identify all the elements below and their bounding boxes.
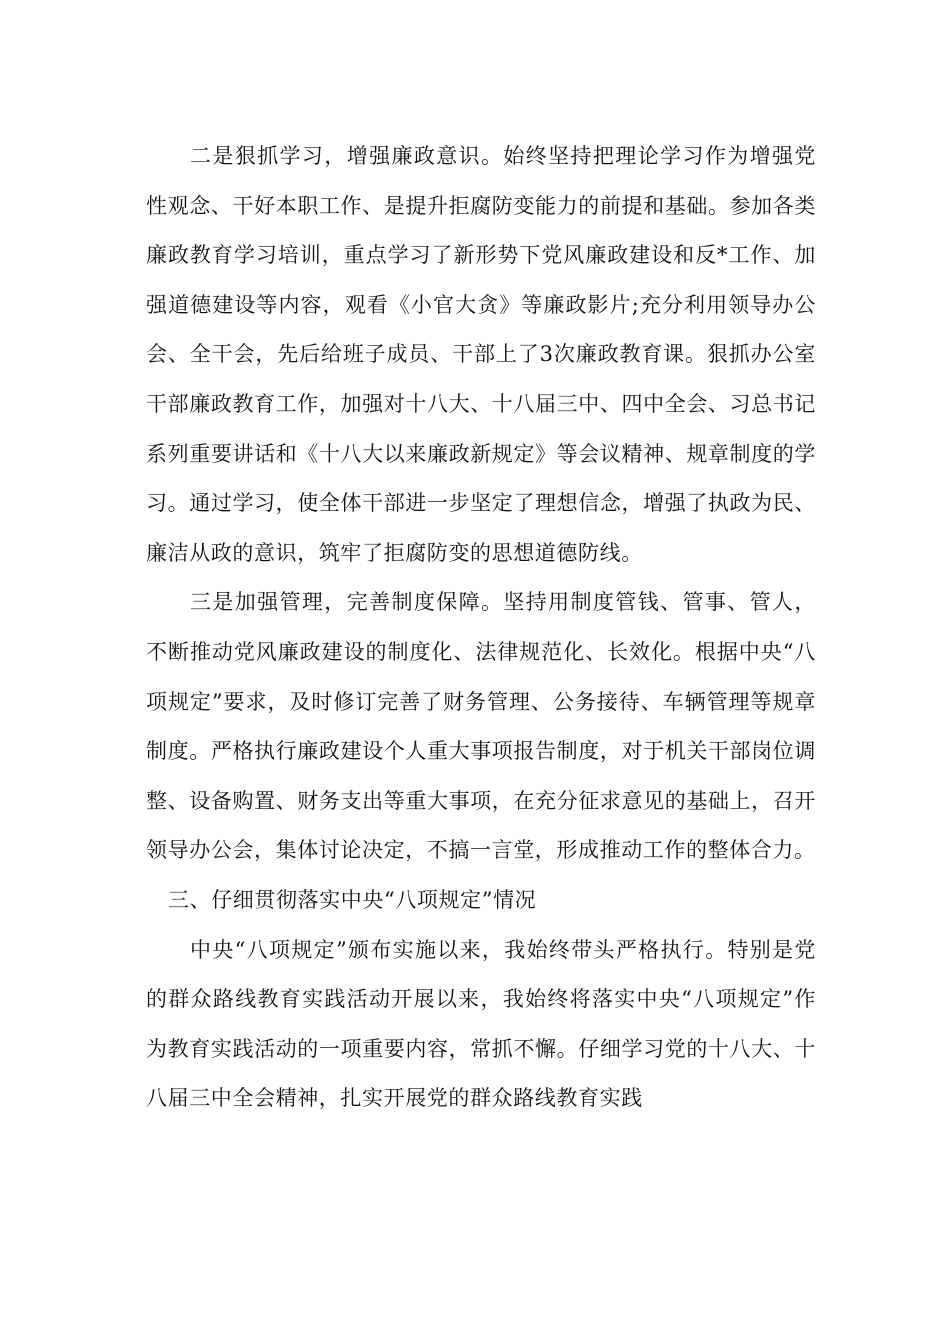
paragraph-eight-rules: 中央“八项规定”颁布实施以来，我始终带头严格执行。特别是党的群众路线教育实践活动开展以来，我始终将落实中央“八项规定”作为教育实践活动的一项重要内容，常抓不懈。仔细学习党的十八大、十八届三中全会精神，扎实开展党的群众路线教育实践	[146, 937, 816, 1111]
paragraph-study: 二是狠抓学习，增强廉政意识。始终坚持把理论学习作为增强党性观念、干好本职工作、是提升拒腐防变能力的前提和基础。参加各类廉政教育学习培训，重点学习了新形势下党风廉政建设和反*工作、加强道德建设等内容，观看《小官大贪》等廉政影片;充分利用领导办公会、全干会，先后给班子成员、干部上了3次廉政教育课。狠抓办公室干部廉政教育工作，加强对十八大、十八届三中、四中全会、习总书记系列重要讲话和《十八大以来廉政新规定》等会议精神、规章制度的学习。通过学习，使全体干部进一步坚定了理想信念，增强了执政为民、廉洁从政的意识，筑牢了拒腐防变的思想道德防线。	[146, 144, 816, 565]
section-heading: 三、仔细贯彻落实中央“八项规定”情况	[168, 887, 537, 912]
paragraph-management: 三是加强管理，完善制度保障。坚持用制度管钱、管事、管人，不断推动党风廉政建设的制度化、法律规范化、长效化。根据中央“八项规定”要求，及时修订完善了财务管理、公务接待、车辆管理等规章制度。严格执行廉政建设个人重大事项报告制度，对于机关干部岗位调整、设备购置、财务支出等重大事项，在充分征求意见的基础上，召开领导办公会，集体讨论决定，不搞一言堂，形成推动工作的整体合力。	[146, 590, 816, 863]
document-body	[146, 132, 816, 1124]
